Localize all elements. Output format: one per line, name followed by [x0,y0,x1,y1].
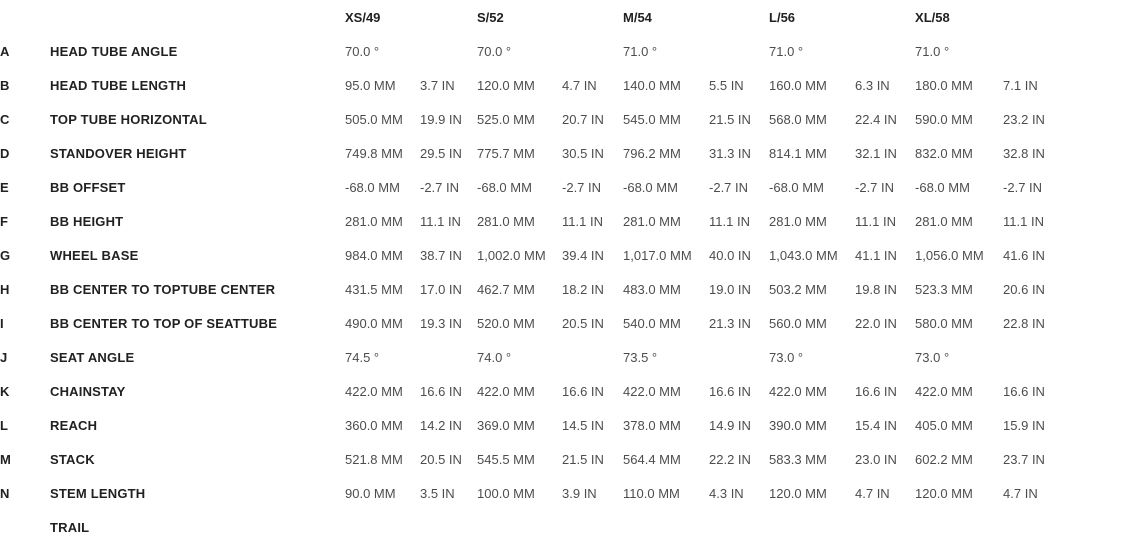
value-in: 16.6 IN [420,383,462,399]
value-mm: 281.0 MM [915,213,973,229]
value-in: 41.6 IN [1003,247,1045,263]
value-in: -2.7 IN [1003,179,1043,195]
value-mm: 564.4 MM [623,451,681,467]
value-mm: 422.0 MM [769,383,827,399]
row-letter: A [0,43,10,59]
row-letter [0,510,50,544]
value-in: 16.6 IN [562,383,604,399]
value-in [562,340,623,374]
value-in [562,34,623,68]
value-mm: 521.8 MM [345,451,403,467]
value-in: -2.7 IN [562,179,602,195]
value-mm: 796.2 MM [623,145,681,161]
value-in: 4.7 IN [1003,485,1038,501]
value-mm: 70.0 ° [345,43,380,59]
value-mm: -68.0 MM [769,179,824,195]
value-in: 31.3 IN [709,145,751,161]
value-in: 14.9 IN [709,417,751,433]
value-mm: 281.0 MM [477,213,535,229]
row-letter: F [0,213,8,229]
value-in: 22.8 IN [1003,315,1045,331]
value-mm: 120.0 MM [915,485,973,501]
value-in: 3.5 IN [420,485,455,501]
value-in: 32.8 IN [1003,145,1045,161]
value-mm: -68.0 MM [477,179,532,195]
size-header-l-56: L/56 [769,9,796,25]
value-mm: 1,056.0 MM [915,247,984,263]
value-in: 20.5 IN [562,315,604,331]
spec-row [0,272,1136,306]
value-in: 19.8 IN [855,281,897,297]
row-label: HEAD TUBE LENGTH [50,77,187,93]
value-mm: -68.0 MM [345,179,400,195]
value-mm: 568.0 MM [769,111,827,127]
value-mm [623,510,709,544]
value-in: 19.3 IN [420,315,462,331]
value-mm: 775.7 MM [477,145,535,161]
value-in: 14.5 IN [562,417,604,433]
value-in: 17.0 IN [420,281,462,297]
spec-row [0,510,1136,544]
value-in: 30.5 IN [562,145,604,161]
value-mm: 1,017.0 MM [623,247,692,263]
value-mm: 281.0 MM [345,213,403,229]
row-letter: L [0,417,8,433]
row-label: TOP TUBE HORIZONTAL [50,111,207,127]
row-label: STANDOVER HEIGHT [50,145,187,161]
spec-row [0,340,1136,374]
value-mm: 73.0 ° [769,349,804,365]
value-in: 16.6 IN [855,383,897,399]
value-in: 21.5 IN [562,451,604,467]
spec-row [0,374,1136,408]
row-letter: E [0,179,9,195]
value-in: 32.1 IN [855,145,897,161]
value-in: 38.7 IN [420,247,462,263]
value-in [1003,340,1136,374]
value-mm: 503.2 MM [769,281,827,297]
value-in [709,340,769,374]
value-mm: 749.8 MM [345,145,403,161]
row-letter: D [0,145,10,161]
value-in: 16.6 IN [1003,383,1045,399]
value-mm: 984.0 MM [345,247,403,263]
value-mm: 814.1 MM [769,145,827,161]
value-mm: 422.0 MM [623,383,681,399]
value-in: -2.7 IN [709,179,749,195]
row-label: STEM LENGTH [50,485,146,501]
value-mm: 390.0 MM [769,417,827,433]
value-in: 41.1 IN [855,247,897,263]
size-header-xl-58: XL/58 [915,9,950,25]
label-column-spacer [50,0,345,34]
size-header-xs-49: XS/49 [345,9,381,25]
value-in: 18.2 IN [562,281,604,297]
value-in: 20.6 IN [1003,281,1045,297]
value-mm: 1,002.0 MM [477,247,546,263]
value-mm: 71.0 ° [623,43,658,59]
value-mm: 71.0 ° [915,43,950,59]
value-in: 23.7 IN [1003,451,1045,467]
value-in: 40.0 IN [709,247,751,263]
value-in: 15.4 IN [855,417,897,433]
value-in [562,510,623,544]
row-label: SEAT ANGLE [50,349,135,365]
value-mm: 281.0 MM [623,213,681,229]
value-in: 6.3 IN [855,77,890,93]
value-in: 29.5 IN [420,145,462,161]
value-mm: 369.0 MM [477,417,535,433]
value-mm: 523.3 MM [915,281,973,297]
size-header-row [0,0,1136,34]
value-in: 11.1 IN [855,213,896,229]
row-letter: K [0,383,10,399]
value-mm: 360.0 MM [345,417,403,433]
value-in: -2.7 IN [855,179,895,195]
value-in: 4.3 IN [709,485,744,501]
value-in: 14.2 IN [420,417,462,433]
row-letter: N [0,485,10,501]
value-in: 15.9 IN [1003,417,1045,433]
value-mm: 95.0 MM [345,77,396,93]
value-in [420,510,477,544]
spec-row [0,34,1136,68]
spec-row [0,170,1136,204]
value-in: 5.5 IN [709,77,744,93]
value-mm: 100.0 MM [477,485,535,501]
value-in [855,340,915,374]
row-letter: H [0,281,10,297]
value-mm: -68.0 MM [915,179,970,195]
size-header-m-54: M/54 [623,9,652,25]
value-mm: 602.2 MM [915,451,973,467]
spec-row [0,306,1136,340]
value-mm: 71.0 ° [769,43,804,59]
value-in [855,510,915,544]
value-mm: 405.0 MM [915,417,973,433]
value-in [1003,34,1136,68]
value-in: 11.1 IN [1003,213,1044,229]
value-mm: 590.0 MM [915,111,973,127]
letter-column-spacer [0,0,50,34]
geometry-rows [0,34,1136,544]
value-in: -2.7 IN [420,179,460,195]
value-in: 4.7 IN [562,77,597,93]
value-mm: 540.0 MM [623,315,681,331]
value-in [420,340,477,374]
row-label: BB OFFSET [50,179,126,195]
spec-row [0,442,1136,476]
value-in [1003,510,1136,544]
value-mm [769,510,855,544]
spec-row [0,476,1136,510]
row-label: BB HEIGHT [50,213,124,229]
value-mm: 422.0 MM [915,383,973,399]
value-mm: 120.0 MM [769,485,827,501]
row-label: BB CENTER TO TOP OF SEATTUBE [50,315,278,331]
row-letter: M [0,451,11,467]
value-in: 22.2 IN [709,451,751,467]
value-mm: 490.0 MM [345,315,403,331]
value-mm: 1,043.0 MM [769,247,838,263]
value-in: 4.7 IN [855,485,890,501]
value-mm [345,510,420,544]
value-in [709,510,769,544]
row-label: CHAINSTAY [50,383,126,399]
value-in: 39.4 IN [562,247,604,263]
value-mm [477,510,562,544]
value-in: 11.1 IN [709,213,750,229]
value-in [709,34,769,68]
value-in: 21.3 IN [709,315,751,331]
value-in: 20.7 IN [562,111,604,127]
size-header-s-52: S/52 [477,9,504,25]
value-mm: 422.0 MM [477,383,535,399]
row-label: STACK [50,451,95,467]
value-mm: 505.0 MM [345,111,403,127]
value-in: 11.1 IN [562,213,603,229]
spec-row [0,204,1136,238]
value-mm: 120.0 MM [477,77,535,93]
value-in: 3.9 IN [562,485,597,501]
value-mm: 74.5 ° [345,349,380,365]
value-in: 22.4 IN [855,111,897,127]
spec-row [0,408,1136,442]
row-label: BB CENTER TO TOPTUBE CENTER [50,281,276,297]
value-mm: 378.0 MM [623,417,681,433]
row-label: REACH [50,417,98,433]
value-mm: 545.5 MM [477,451,535,467]
value-in: 23.0 IN [855,451,897,467]
value-mm: 110.0 MM [623,485,680,501]
value-in: 20.5 IN [420,451,462,467]
value-in: 19.9 IN [420,111,462,127]
value-mm: 70.0 ° [477,43,512,59]
value-mm: 431.5 MM [345,281,403,297]
value-in: 11.1 IN [420,213,461,229]
value-mm: -68.0 MM [623,179,678,195]
value-in [420,34,477,68]
value-mm: 583.3 MM [769,451,827,467]
value-in: 23.2 IN [1003,111,1045,127]
row-label: WHEEL BASE [50,247,139,263]
row-letter: C [0,111,10,127]
value-in: 19.0 IN [709,281,751,297]
spec-row [0,68,1136,102]
value-in: 3.7 IN [420,77,455,93]
value-mm: 73.5 ° [623,349,658,365]
value-mm: 281.0 MM [769,213,827,229]
value-mm [915,510,1003,544]
value-in: 21.5 IN [709,111,751,127]
value-mm: 832.0 MM [915,145,973,161]
row-letter: I [0,315,4,331]
row-label: TRAIL [50,519,90,535]
value-mm: 560.0 MM [769,315,827,331]
spec-row [0,238,1136,272]
row-letter: G [0,247,11,263]
spec-row [0,136,1136,170]
row-label: HEAD TUBE ANGLE [50,43,178,59]
row-letter: B [0,77,10,93]
value-in [855,34,915,68]
value-mm: 180.0 MM [915,77,973,93]
value-mm: 160.0 MM [769,77,827,93]
value-mm: 422.0 MM [345,383,403,399]
value-mm: 140.0 MM [623,77,681,93]
value-mm: 90.0 MM [345,485,396,501]
value-mm: 462.7 MM [477,281,535,297]
value-mm: 580.0 MM [915,315,973,331]
value-mm: 73.0 ° [915,349,950,365]
value-in: 22.0 IN [855,315,897,331]
spec-row [0,102,1136,136]
value-mm: 483.0 MM [623,281,681,297]
value-mm: 545.0 MM [623,111,681,127]
value-mm: 74.0 ° [477,349,512,365]
value-mm: 520.0 MM [477,315,535,331]
row-letter: J [0,349,8,365]
value-in: 7.1 IN [1003,77,1038,93]
value-in: 16.6 IN [709,383,751,399]
value-mm: 525.0 MM [477,111,535,127]
